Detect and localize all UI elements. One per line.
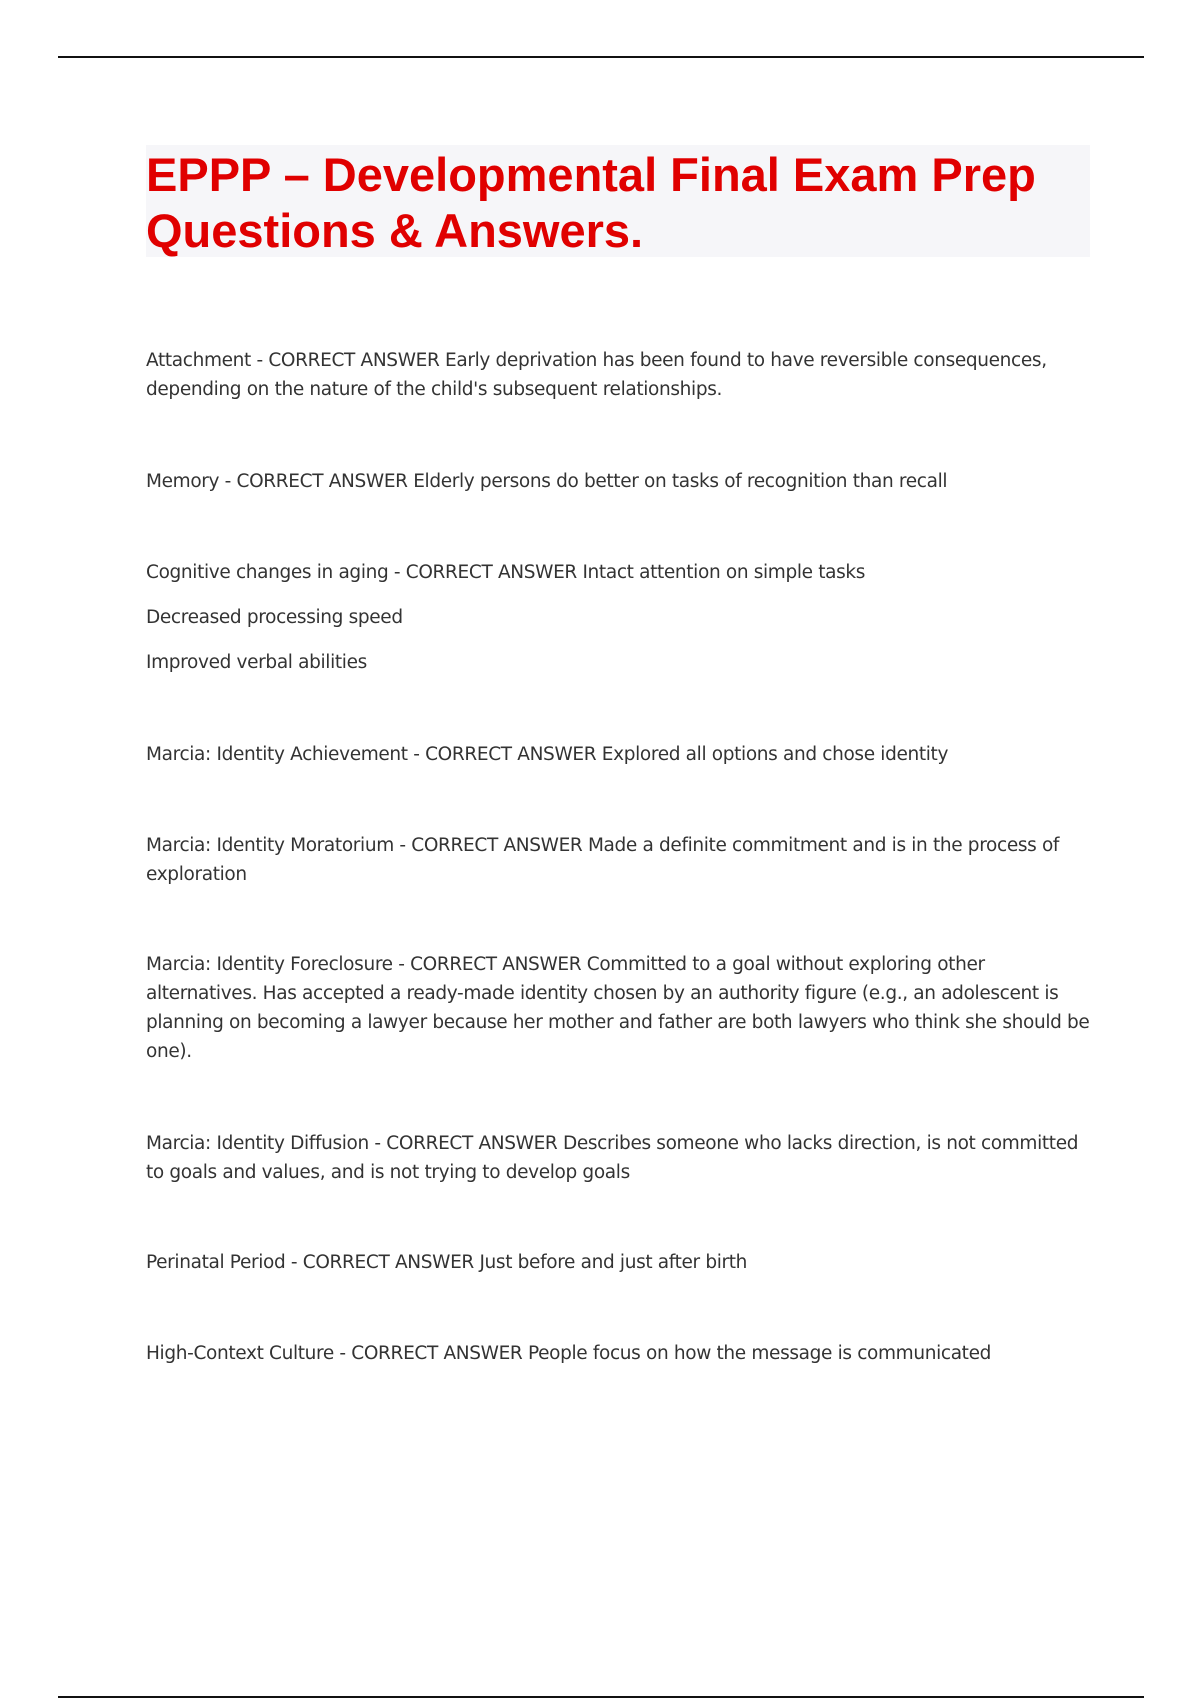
qa-entry-identity-diffusion (146, 1129, 1090, 1187)
qa-entry-text: Perinatal Period - CORRECT ANSWER Just before and just after birth (146, 1252, 748, 1273)
qa-entry-cognitive-aging (146, 558, 1090, 677)
qa-entry-text: Cognitive changes in aging - CORRECT ANSWER Intact attention on simple tasks (146, 562, 866, 583)
bottom-divider (58, 1696, 1144, 1698)
qa-entry-text: Marcia: Identity Achievement - CORRECT ANSWER Explored all options and chose identity (146, 744, 949, 765)
qa-entry-line: Decreased processing speed (146, 607, 403, 628)
qa-entry-text: Memory - CORRECT ANSWER Elderly persons do better on tasks of recognition than recall (146, 471, 948, 492)
document-title-block (146, 145, 1090, 257)
qa-entry-text: High-Context Culture - CORRECT ANSWER People focus on how the message is communicated (146, 1343, 992, 1364)
qa-entry-identity-moratorium (146, 831, 1090, 889)
qa-entry-identity-foreclosure (146, 950, 1090, 1066)
top-divider (58, 56, 1144, 58)
qa-entry-text: Attachment - CORRECT ANSWER Early deprivation has been found to have reversible consequences, depending on the nature of the child's subsequent relationships. (146, 350, 1047, 400)
qa-entry-line: Improved verbal abilities (146, 652, 367, 673)
qa-entry-text: Marcia: Identity Foreclosure - CORRECT ANSWER Committed to a goal without exploring other alternatives. Has accepted a ready-made identity chosen by an authority figure (e.g., an adolescent is planning on becoming a lawyer because her mother and father are both lawyers who think she should be one). (146, 954, 1090, 1062)
qa-entry-high-context-culture (146, 1339, 1090, 1368)
qa-entry-attachment (146, 346, 1090, 404)
document-title (146, 147, 1090, 259)
qa-entry-identity-achievement (146, 740, 1090, 769)
title-line-2: Questions & Answers. (146, 204, 644, 257)
qa-entry-text: Marcia: Identity Moratorium - CORRECT ANSWER Made a definite commitment and is in the process of exploration (146, 835, 1060, 885)
title-line-1: EPPP – Developmental Final Exam Prep (146, 148, 1036, 201)
qa-entry-perinatal-period (146, 1248, 1090, 1277)
qa-entry-text: Marcia: Identity Diffusion - CORRECT ANSWER Describes someone who lacks direction, is not committed to goals and values, and is not trying to develop goals (146, 1133, 1079, 1183)
qa-entry-memory (146, 467, 1090, 496)
